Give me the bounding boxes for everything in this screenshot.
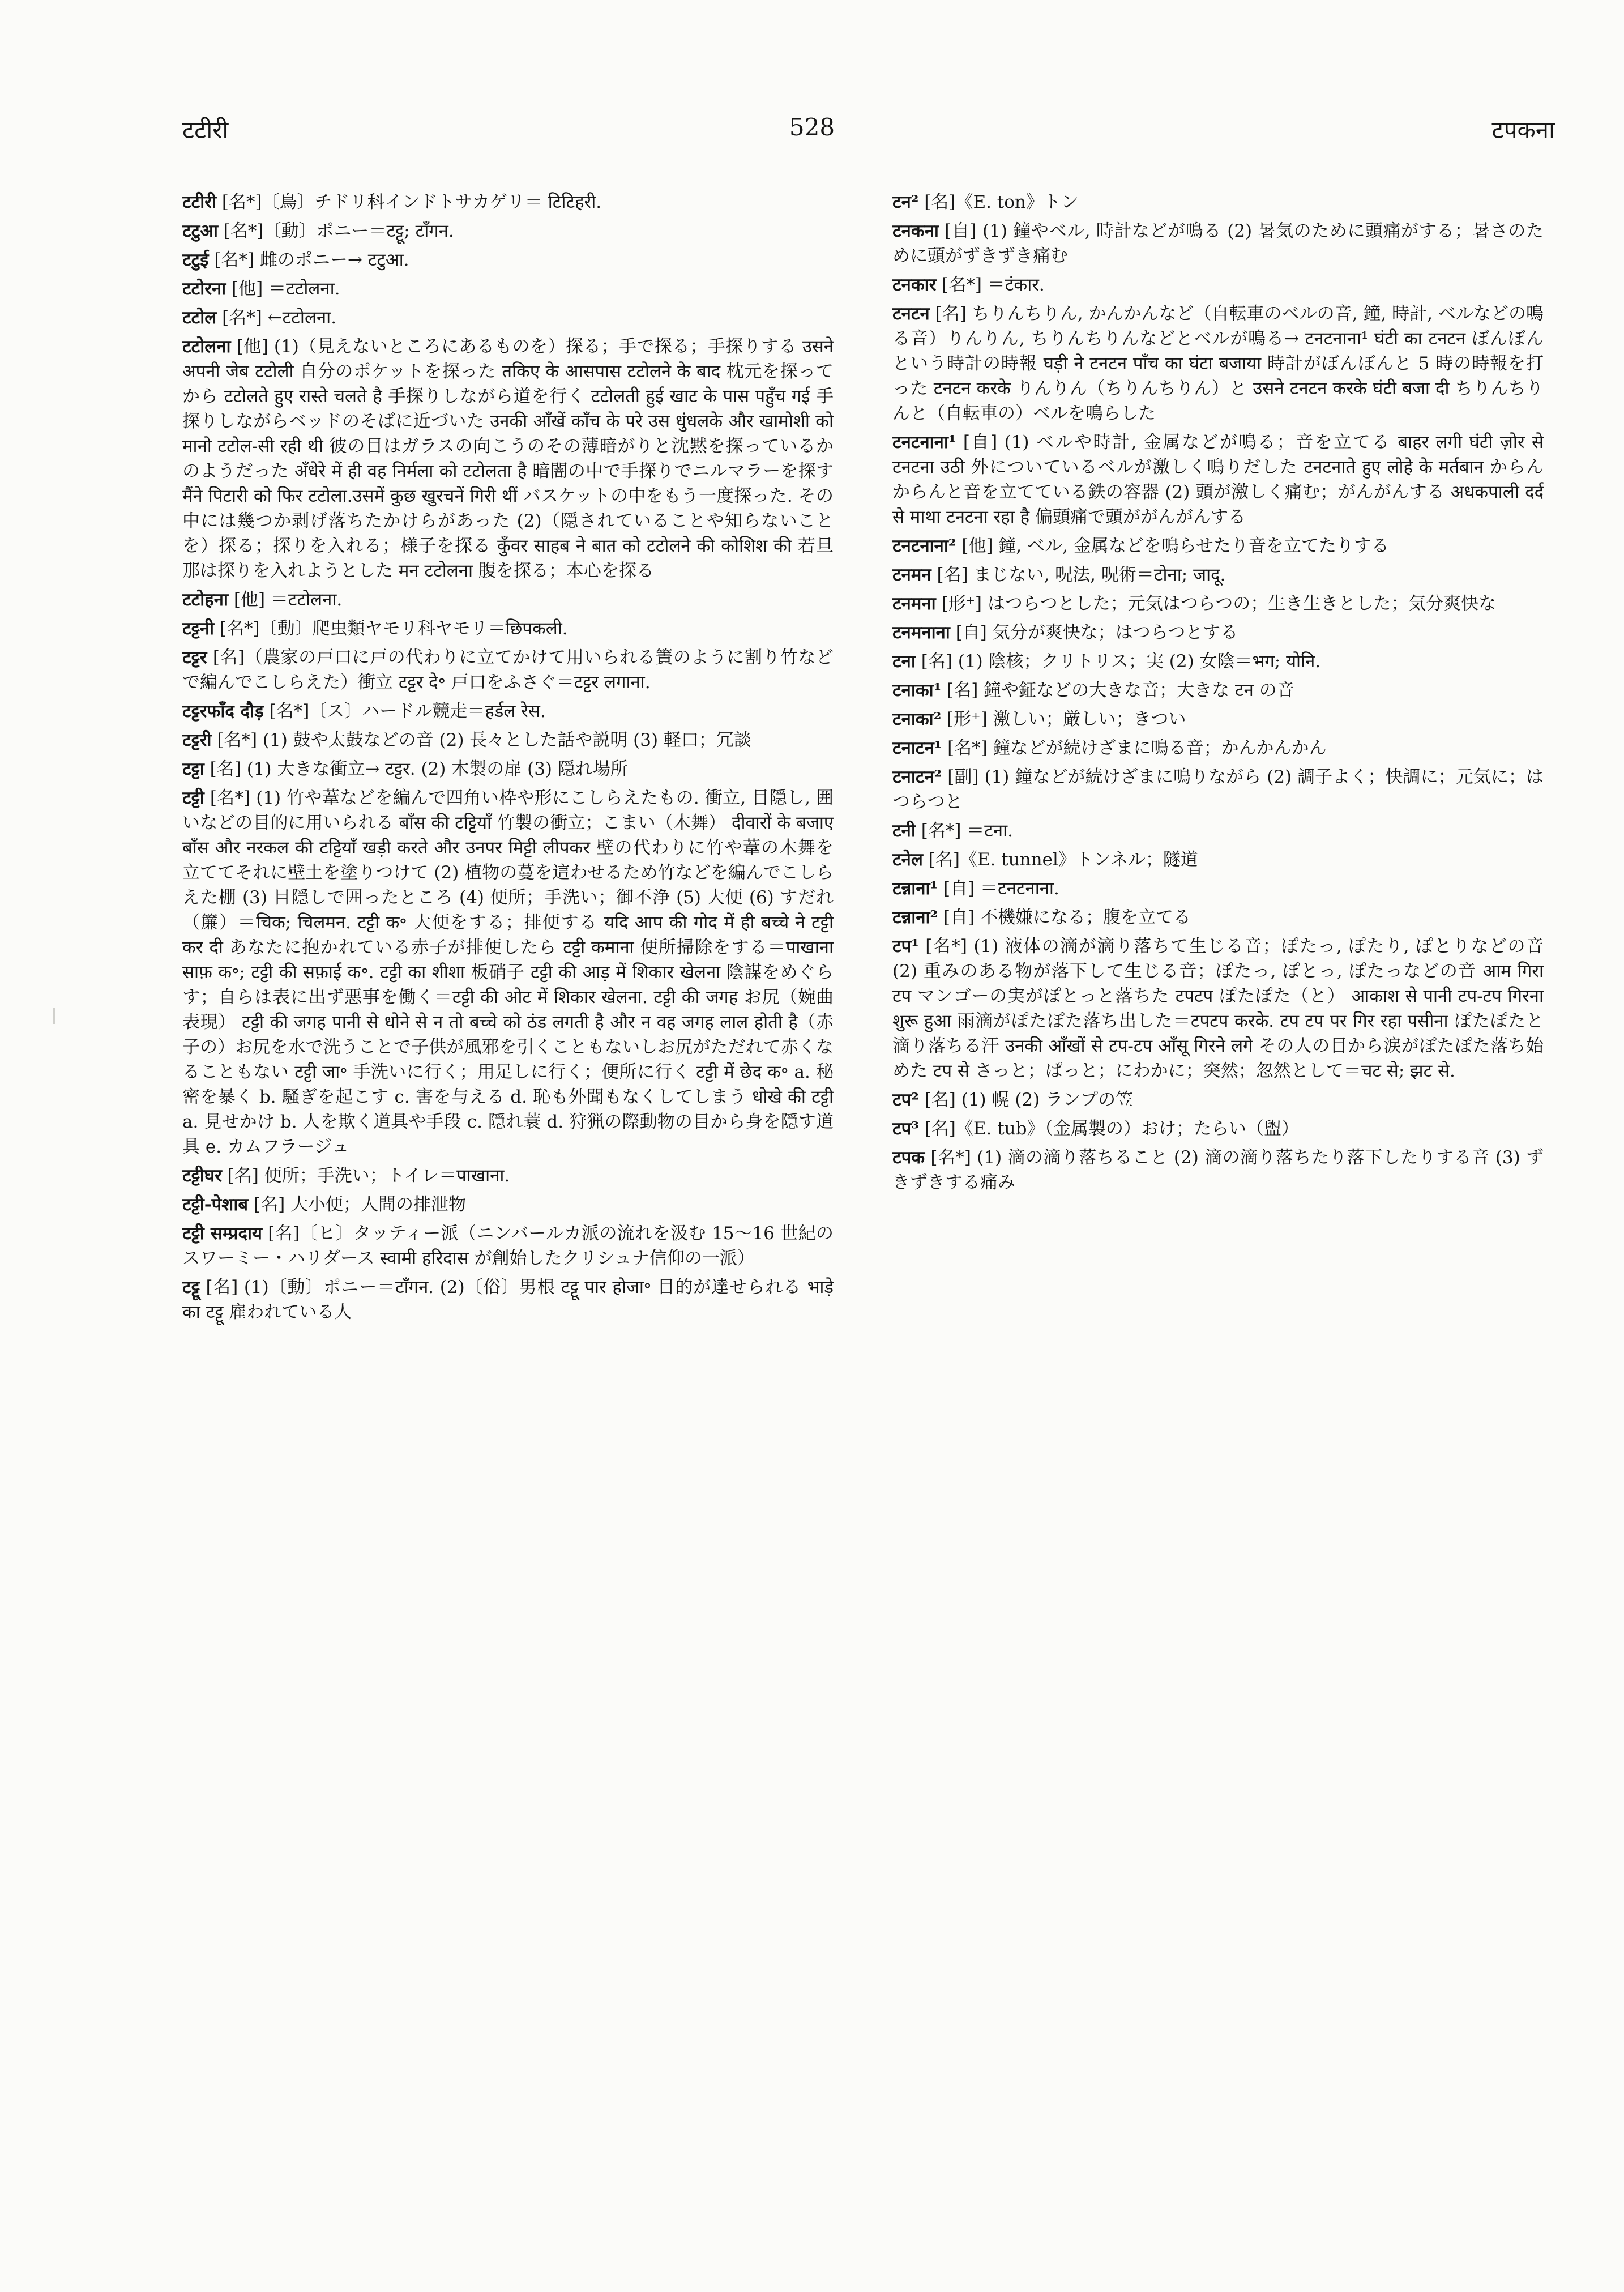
entry-headword: टना — [892, 651, 916, 672]
entry-headword: टटोहना — [182, 590, 228, 610]
dictionary-entry — [892, 272, 1544, 297]
dictionary-entry — [892, 1087, 1544, 1112]
dictionary-entry — [182, 699, 834, 724]
entry-headword: टनटनाना² — [892, 536, 956, 556]
entry-definition: [名] (1) 陰核；クリトリス；実 (2) 女陰＝भग; योनि. — [921, 651, 1321, 672]
entry-definition: [副] (1) 鐘などが続けざまに鳴りながら (2) 調子よく；快調に；元気に；はつらつと — [892, 767, 1544, 812]
entry-headword: टटुई — [182, 250, 209, 270]
entry-definition: [名]（農家の戸口に戸の代わりに立てかけて用いられる簀のように割り竹などで編んでこしらえた）衝立 टट्टर दे॰ 戸口をふさぐ＝टट्टर लगाना. — [182, 647, 834, 693]
entry-headword: टट्टी सम्प्रदाय — [182, 1223, 262, 1244]
entry-headword: टटोरना — [182, 279, 226, 299]
dictionary-entry — [182, 247, 834, 272]
dictionary-entry — [892, 707, 1544, 732]
entry-definition: [名*] (1) 鼓や太鼓などの音 (2) 長々とした話や説明 (3) 軽口；冗談 — [217, 730, 751, 750]
entry-definition: [他] ＝टटोलना. — [233, 590, 343, 610]
entry-definition: [名] 鐘や鉦などの大きな音；大きな टन の音 — [947, 680, 1294, 701]
dictionary-entry — [182, 276, 834, 301]
entry-definition: [名*]〔鳥〕チドリ科インドトサカゲリ＝ टिटिहरी. — [221, 192, 602, 212]
entry-headword: टटोलना — [182, 336, 231, 357]
entry-headword: टनाका² — [892, 709, 942, 729]
entry-definition: [名*]〔動〕爬虫類ヤモリ科ヤモリ＝छिपकली. — [219, 618, 568, 639]
entry-headword: टटीरी — [182, 192, 216, 212]
entry-definition: [自] (1) 鐘やベル, 時計などが鳴る (2) 暑気のために頭痛がする；暑さのために頭がずきずき痛む — [892, 221, 1544, 266]
entry-definition: [名] ちりんちりん, かんかんなど（自転車のベルの音, 鐘, 時計, ベルなどの鳴る音）りんりん, ちりんちりんなどとベルが鳴る→ टनटनाना¹ घंटी का टनटन ぼんぼんという時計の時報 घड़ी ने टनटन पाँच का घंटा बजाया 時計がぼんぼんと 5 時の時報を打った टनटन करके りんりん（ちりんちりん）と उसने टनटन करके घंटी बजा दी ちりんちりんと（自転車の）ベルを鳴らした — [892, 304, 1544, 424]
entry-headword: टटुआ — [182, 221, 218, 241]
dictionary-entry — [182, 616, 834, 641]
entry-definition: [他] ＝टटोलना. — [232, 279, 340, 299]
entry-definition: [名*] (1) 滴の滴り落ちること (2) 滴の滴り落ちたり落下したりする音 (3) ずきずきする痛み — [892, 1147, 1544, 1193]
dictionary-entry — [182, 786, 834, 1159]
dictionary-entry — [182, 1192, 834, 1217]
entry-definition: [名]《E. tub》（金属製の）おけ；たらい（盥） — [924, 1119, 1299, 1139]
entry-definition: [形⁺] はつらつとした；元気はつらつの；生き生きとした；気分爽快な — [941, 594, 1497, 614]
entry-definition: [名] 大小便；人間の排泄物 — [253, 1194, 467, 1215]
entry-headword: टनाटन¹ — [892, 738, 942, 758]
entry-headword: टप³ — [892, 1119, 919, 1139]
entry-headword: टट्टरफाँद दौड़ — [182, 701, 264, 722]
dictionary-entry — [182, 190, 834, 215]
dictionary-entry — [892, 620, 1544, 645]
entry-headword: टनकना — [892, 221, 939, 241]
entry-definition: [他] (1)（見えないところにあるものを）探る；手で探る；手探りする उसने अपनी जेब टटोली 自分のポケットを探った तकिए के आसपास टटोलने के बाद 枕元を探ってから टटोलते हुए रास्ते चलते है 手探りしながら道を行く टटोलती हुई खाट के पास पहुँच गई 手探りしながらベッドのそばに近づいた उनकी आँखें काँच के परे उस धुंधलके और खामोशी को मानो टटोल-सी रही थी 彼の目はガラスの向こうのその薄暗がりと沈黙を探っているかのようだった अँधेरे में ही वह निर्मला को टटोलता है 暗闇の中で手探りでニルマラーを探す मैंने पिटारी को फिर टटोला.उसमें कुछ खुरचनें गिरी थीं バスケットの中をもう一度探った. その中には幾つか剥げ落ちたかけらがあった (2)（隠されていることや知らないことを）探る；探りを入れる；様子を探る कुँवर साहब ने बात को टटोलने की कोशिश की 若旦那は探りを入れようとした मन टटोलना 腹を探る；本心を探る — [182, 336, 834, 581]
dictionary-entry — [182, 1275, 834, 1325]
entry-definition: [他] 鐘, ベル, 金属などを鳴らせたり音を立てたりする — [961, 536, 1389, 556]
dictionary-entry — [892, 736, 1544, 761]
dictionary-entry — [892, 818, 1544, 843]
entry-headword: टट्टी-पेशाब — [182, 1194, 249, 1215]
entry-definition: [名*] ←टटोलना. — [222, 308, 337, 328]
entry-definition: [名*] 鐘などが続けざまに鳴る音；かんかんかん — [947, 738, 1327, 758]
header-first-headword: टटीरी — [182, 116, 229, 144]
dictionary-entry — [892, 190, 1544, 215]
dictionary-entry — [182, 587, 834, 612]
left-column — [182, 190, 834, 2206]
dictionary-entry — [182, 219, 834, 244]
entry-headword: टट्टर — [182, 647, 207, 668]
entry-definition: [名*] ＝टंकार. — [942, 275, 1045, 295]
dictionary-entry — [892, 876, 1544, 901]
entry-headword: टट्टरी — [182, 730, 212, 750]
dictionary-entry — [892, 765, 1544, 814]
entry-definition: [名] (1) 幌 (2) ランプの笠 — [924, 1090, 1134, 1110]
dictionary-entry — [892, 1116, 1544, 1141]
dictionary-entry — [892, 562, 1544, 587]
dictionary-entry — [892, 905, 1544, 930]
entry-headword: टनाका¹ — [892, 680, 942, 701]
entry-headword: टनेल — [892, 850, 923, 870]
entry-definition: [名] (1) 大きな衝立→ टट्टर. (2) 木製の扉 (3) 隠れ場所 — [210, 759, 628, 779]
dictionary-entry — [182, 645, 834, 695]
dictionary-entry — [892, 301, 1544, 426]
dictionary-entry — [892, 847, 1544, 872]
dictionary-entry — [182, 305, 834, 330]
entry-headword: टट्टू — [182, 1277, 200, 1297]
entry-headword: टट्टनी — [182, 618, 215, 639]
dictionary-entry — [892, 678, 1544, 703]
entry-definition: [自] ＝टनटनाना. — [943, 878, 1059, 899]
entry-definition: [名*] (1) 竹や葦などを編んで四角い枠や形にこしらえたもの. 衝立, 目隠し, 囲いなどの目的に用いられる बाँस की टट्टियाँ 竹製の衝立；こまい（木舞） दीवारों के बजाए बाँस और नरकल की टट्टियाँ खड़ी करते और उनपर मिट्टी लीपकर 壁の代わりに竹や葦の木舞を立ててそれに壁土を塗りつけて (2) 植物の蔓を這わせるため竹などを編んでこしらえた棚 (3) 目隠しで囲ったところ (4) 便所；手洗い；御不浄 (5) 大便 (6) すだれ（簾）＝चिक; चिलमन. टट्टी क॰ 大便をする；排便する यदि आप की गोद में ही बच्चे ने टट्टी कर दी あなたに抱かれている赤子が排便したら टट्टी कमाना 便所掃除をする＝पाखाना साफ़ क॰; टट्टी की सफ़ाई क॰. टट्टी का शीशा 板硝子 टट्टी की आड़ में शिकार खेलना 陰謀をめぐらす；自らは表に出ず悪事を働く＝टट्टी की ओट में शिकार खेलना. टट्टी की जगह お尻（婉曲表現） टट्टी की जगह पानी से धोने से न तो बच्चे को ठंड लगती है और न वह जगह लाल होती है（赤子の）お尻を水で洗うことで子供が風邪を引くこともないしお尻がただれて赤くなることもない टट्टी जा॰ 手洗いに行く；用足しに行く；便所に行く टट्टी में छेद क॰ a. 秘密を暴く b. 騒ぎを起こす c. 害を与える d. 恥も外聞もなくしてしまう धोखे की टट्टी a. 見せかけ b. 人を欺く道具や手段 c. 隠れ蓑 d. 狩猟の際動物の目から身を隠す道具 e. カムフラージュ — [182, 788, 834, 1157]
entry-definition: [名]《E. ton》トン — [924, 192, 1079, 212]
entry-headword: टनमनाना — [892, 622, 950, 643]
dictionary-entry — [182, 1221, 834, 1271]
entry-definition: [名*] (1) 液体の滴が滴り落ちて生じる音；ぽたっ, ぽたり, ぽとりなどの音 (2) 重みのある物が落下して生じる音；ぽたっ, ぽとっ, ぽたっなどの音 आम गिरा टप マンゴーの実がぽとっと落ちた टपटप ぽたぽた（と） आकाश से पानी टप-टप गिरना शुरू हुआ 雨滴がぽたぽた落ち出した＝टपटप करके. टप टप पर गिर रहा पसीना ぽたぽたと滴り落ちる汗 उनकी आँखों से टप-टप आँसू गिरने लगे その人の目から涙がぽたぽた落ち始めた टप से さっと；ぱっと；にわかに；突然；忽然として＝चट से; झट से. — [892, 936, 1544, 1081]
entry-headword: टनमन — [892, 565, 931, 585]
dictionary-entry — [892, 649, 1544, 674]
entry-headword: टनटन — [892, 304, 930, 324]
entry-definition: [自] 気分が爽快な；はつらつとする — [955, 622, 1238, 643]
entry-headword: टप² — [892, 1090, 919, 1110]
entry-definition: [自] 不機嫌になる；腹を立てる — [943, 907, 1191, 928]
entry-headword: टनकार — [892, 275, 937, 295]
entry-headword: टनमना — [892, 594, 936, 614]
entry-headword: टपक — [892, 1147, 925, 1168]
right-column — [892, 190, 1544, 2206]
entry-headword: टनी — [892, 821, 916, 841]
dictionary-entry — [892, 934, 1544, 1083]
entry-headword: टप¹ — [892, 936, 919, 957]
dictionary-entry — [892, 591, 1544, 616]
dictionary-entry — [182, 1163, 834, 1188]
entry-headword: टट्टी — [182, 788, 204, 808]
page-number: 528 — [789, 113, 835, 141]
dictionary-entry — [892, 430, 1544, 530]
dictionary-entry — [182, 757, 834, 782]
dictionary-entry — [892, 533, 1544, 558]
dictionary-entry — [892, 219, 1544, 268]
entry-headword: टन² — [892, 192, 919, 212]
entry-definition: [名] 便所；手洗い；トイレ＝पाखाना. — [227, 1166, 510, 1186]
entry-definition: [形⁺] 激しい；厳しい；きつい — [947, 709, 1186, 729]
entry-definition: [名] まじない, 呪法, 呪術＝टोना; जादू. — [937, 565, 1226, 585]
dictionary-entry — [182, 728, 834, 753]
scan-artifact — [53, 1008, 55, 1024]
entry-headword: टटोल — [182, 308, 217, 328]
entry-headword: टट्टीघर — [182, 1166, 222, 1186]
entry-headword: टट्टा — [182, 759, 204, 779]
entry-definition: [名*] ＝टना. — [921, 821, 1013, 841]
entry-headword: टन्नाना¹ — [892, 878, 938, 899]
entry-definition: [名*]〔動〕ポニー＝टट्टू; टाँगन. — [223, 221, 454, 241]
header-last-headword: टपकना — [1491, 116, 1555, 144]
entry-definition: [名*]〔ス〕ハードル競走＝हर्डल रेस. — [269, 701, 546, 722]
entry-definition: [名]《E. tunnel》トンネル；隧道 — [928, 850, 1198, 870]
dictionary-entry — [182, 334, 834, 583]
entry-headword: टनाटन² — [892, 767, 942, 787]
entry-headword: टनटनाना¹ — [892, 432, 956, 453]
entry-definition: [自] (1) ベルや時計, 金属などが鳴る；音を立てる बाहर लगी घंटी ज़ोर से टनटना उठी 外についているベルが激しく鳴りだした टनटनाते हुए लोहे के मर्तबान からんからんと音を立てている鉄の容器 (2) 頭が激しく痛む；がんがんする अधकपाली दर्द से माथा टनटना रहा है 偏頭痛で頭ががんがんする — [892, 432, 1544, 527]
entry-headword: टन्नाना² — [892, 907, 938, 928]
entry-definition: [名*] 雌のポニー→ टटुआ. — [214, 250, 409, 270]
running-header — [0, 113, 1624, 159]
dictionary-entry — [892, 1145, 1544, 1195]
entry-definition: [名]〔ヒ〕タッティー派（ニンバールカ派の流れを汲む 15〜16 世紀のスワーミー・ハリダース स्वामी हरिदास が創始したクリシュナ信仰の一派） — [182, 1223, 834, 1269]
entry-definition: [名] (1)〔動〕ポニー＝टाँगन. (2)〔俗〕男根 टट्टू पार होजा॰ 目的が達せられる भाड़े का टट्टू 雇われている人 — [182, 1277, 834, 1322]
